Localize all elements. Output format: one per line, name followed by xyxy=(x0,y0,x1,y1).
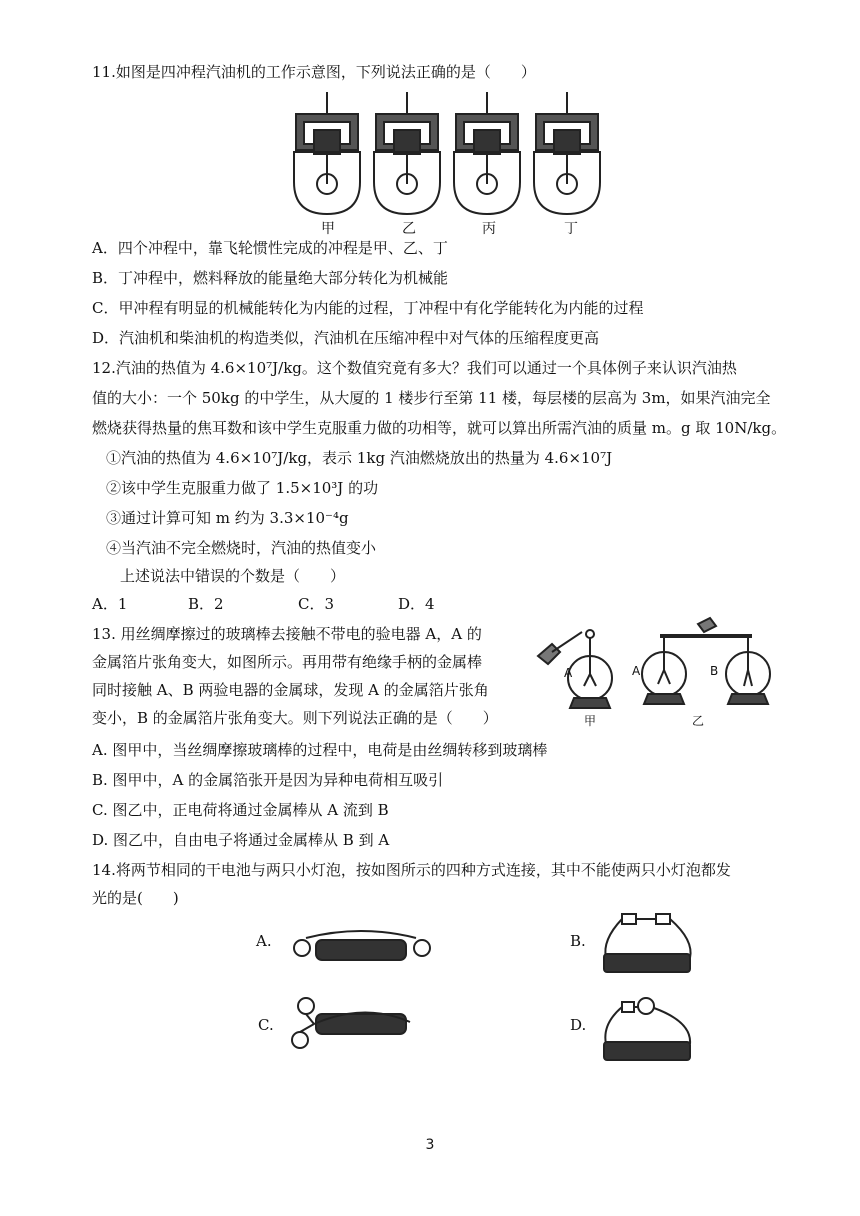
fig13-label-a-yi: A xyxy=(632,664,641,678)
q11-option-c: C．甲冲程有明显的机械能转化为内能的过程，丁冲程中有化学能转化为内能的过程 xyxy=(92,299,644,317)
q14-label-b: B. xyxy=(570,932,586,950)
q12-line2: 值的大小：一个 50kg 的中学生，从大厦的 1 楼步行至第 11 楼，每层楼的层高为 3m，如果汽油完全 xyxy=(92,389,771,407)
q13-option-d: D. 图乙中，自由电子将通过金属棒从 B 到 A xyxy=(92,831,390,849)
engine-label-ding: 丁 xyxy=(564,221,578,237)
circuit-d-figure xyxy=(596,994,706,1066)
q11-option-d: D．汽油机和柴油机的构造类似，汽油机在压缩冲程中对气体的压缩程度更高 xyxy=(92,329,600,347)
page-number: 3 xyxy=(425,1137,435,1153)
q12-line3: 燃烧获得热量的焦耳数和该中学生克服重力做的功相等，就可以算出所需汽油的质量 m。g 取 10N/kg。 xyxy=(92,419,787,437)
q14-line1: 14.将两节相同的干电池与两只小灯泡，按如图所示的四种方式连接，其中不能使两只小灯泡都发 xyxy=(92,861,731,879)
engine-label-jia: 甲 xyxy=(321,221,335,237)
q14-label-c: C. xyxy=(258,1016,274,1034)
q11-stem: 11.如图是四冲程汽油机的工作示意图，下列说法正确的是（ ） xyxy=(92,63,536,81)
q12-option-a: A．1 xyxy=(92,595,128,613)
engine-strokes-figure xyxy=(286,86,626,236)
engine-label-bing: 丙 xyxy=(482,221,496,237)
q14-label-a: A. xyxy=(256,932,272,950)
fig13-label-jia: 甲 xyxy=(584,714,597,728)
q11-option-a: A．四个冲程中，靠飞轮惯性完成的冲程是甲、乙、丁 xyxy=(92,239,448,257)
q12-option-c: C．3 xyxy=(298,595,335,613)
q12-statement-1: ①汽油的热值为 4.6×10⁷J/kg，表示 1kg 汽油燃烧放出的热量为 4.6×10⁷J xyxy=(106,449,613,467)
q12-line1: 12.汽油的热值为 4.6×10⁷J/kg。这个数值究竟有多大？我们可以通过一个具体例子来认识汽油热 xyxy=(92,359,737,377)
circuit-a-figure xyxy=(286,924,436,974)
q12-statement-2: ②该中学生克服重力做了 1.5×10³J 的功 xyxy=(106,479,379,497)
q12-ask: 上述说法中错误的个数是（ ） xyxy=(120,567,346,585)
circuit-b-figure xyxy=(596,910,706,976)
fig13-label-a-jia: A xyxy=(564,666,573,680)
q12-option-b: B．2 xyxy=(188,595,224,613)
q13-line1: 13. 用丝绸摩擦过的玻璃棒去接触不带电的验电器 A，A 的 xyxy=(92,625,482,643)
q14-line2: 光的是( ) xyxy=(92,889,179,907)
q13-line3: 同时接触 A、B 两验电器的金属球，发现 A 的金属箔片张角 xyxy=(92,681,489,699)
q13-option-a: A. 图甲中，当丝绸摩擦玻璃棒的过程中，电荷是由丝绸转移到玻璃棒 xyxy=(92,741,548,759)
circuit-c-figure xyxy=(284,992,434,1052)
q12-statement-3: ③通过计算可知 m 约为 3.3×10⁻⁴g xyxy=(106,509,349,527)
q14-label-d: D. xyxy=(570,1016,587,1034)
q13-line2: 金属箔片张角变大，如图所示。再用带有绝缘手柄的金属棒 xyxy=(92,653,483,671)
engine-label-yi: 乙 xyxy=(402,221,416,237)
q13-option-c: C. 图乙中，正电荷将通过金属棒从 A 流到 B xyxy=(92,801,389,819)
q12-option-d: D．4 xyxy=(398,595,435,613)
q13-line4: 变小，B 的金属箔片张角变大。则下列说法正确的是（ ） xyxy=(92,709,498,727)
q13-option-b: B. 图甲中，A 的金属箔张开是因为异种电荷相互吸引 xyxy=(92,771,444,789)
fig13-label-b-yi: B xyxy=(710,664,719,678)
q11-option-b: B．丁冲程中，燃料释放的能量绝大部分转化为机械能 xyxy=(92,269,449,287)
fig13-label-yi: 乙 xyxy=(692,714,705,728)
q12-statement-4: ④当汽油不完全燃烧时，汽油的热值变小 xyxy=(106,539,377,557)
